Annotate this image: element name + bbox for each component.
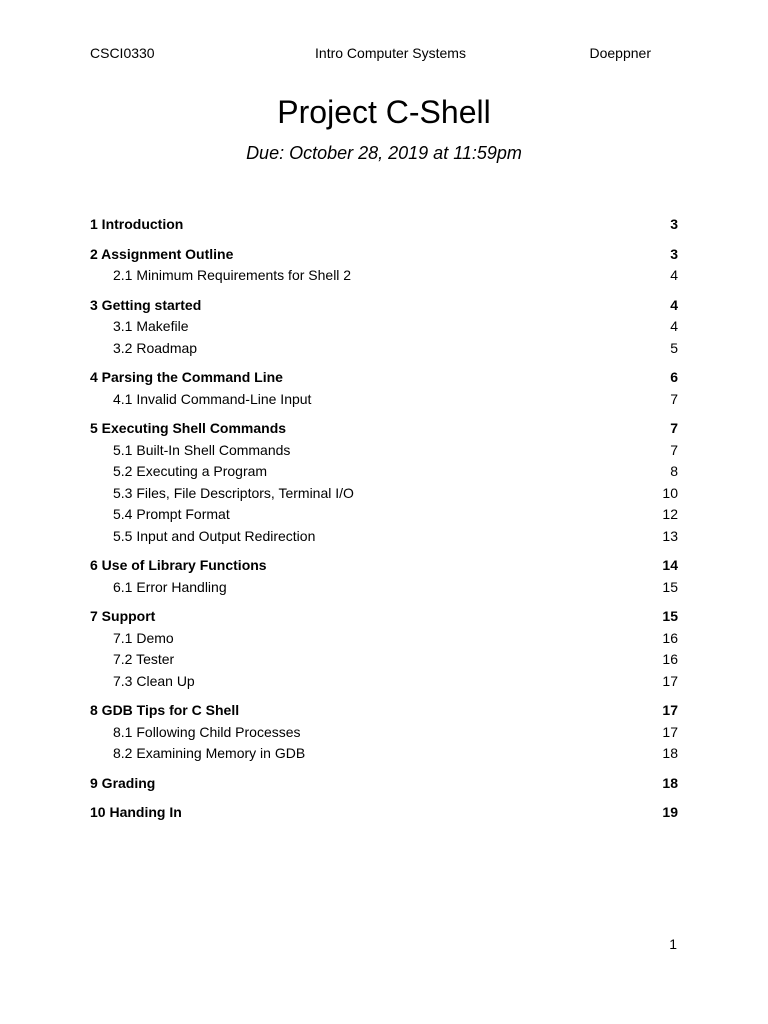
toc-subentry[interactable]: [90, 504, 678, 526]
toc-subentry-page: 7: [670, 441, 678, 458]
toc-subentry-label: 3.1 Makefile: [113, 318, 189, 334]
toc-entry-label: 1 Introduction: [90, 216, 184, 232]
toc-entry-page: 14: [662, 557, 678, 573]
toc-entry-page: 19: [662, 804, 678, 820]
toc-section: [90, 214, 678, 236]
toc-subentry-label: 5.3 Files, File Descriptors, Terminal I/O: [113, 484, 354, 501]
toc-section: [90, 700, 678, 765]
toc-entry-label: 7 Support: [90, 608, 156, 624]
toc-entry[interactable]: [90, 418, 678, 440]
toc-section: [90, 555, 678, 598]
toc-subentry-page: 16: [662, 651, 678, 667]
toc-subentry[interactable]: [90, 316, 678, 338]
toc-subentry[interactable]: [90, 461, 678, 483]
toc-entry-label: 3 Getting started: [90, 296, 202, 313]
toc-entry-label: 8 GDB Tips for C Shell: [90, 702, 240, 718]
toc-subentry[interactable]: [90, 526, 678, 548]
toc-subentry-page: 17: [662, 723, 678, 740]
toc-subentry-label: 6.1 Error Handling: [113, 578, 227, 595]
toc-section: [90, 606, 678, 692]
toc-subentry[interactable]: [90, 671, 678, 693]
toc-subentry[interactable]: [90, 649, 678, 671]
page-header: [0, 45, 768, 65]
toc-subentry-page: 17: [662, 672, 678, 689]
toc-entry-label: 6 Use of Library Functions: [90, 557, 267, 573]
toc-entry-page: 3: [670, 216, 678, 232]
toc-subentry[interactable]: [90, 722, 678, 744]
toc-entry[interactable]: [90, 555, 678, 577]
toc-subentry-page: 5: [670, 339, 678, 356]
toc-section: [90, 418, 678, 547]
toc-subentry-label: 7.3 Clean Up: [113, 672, 195, 689]
toc-entry[interactable]: [90, 606, 678, 628]
page-number: 1: [669, 936, 677, 952]
toc-subentry-label: 2.1 Minimum Requirements for Shell 2: [113, 267, 352, 283]
toc-entry-page: 4: [670, 296, 678, 313]
toc-entry-page: 7: [670, 420, 678, 436]
author-name: Doeppner: [589, 45, 651, 61]
toc-entry[interactable]: [90, 367, 678, 389]
toc-subentry[interactable]: [90, 440, 678, 462]
toc-section: [90, 773, 678, 795]
course-code: CSCI0330: [90, 45, 155, 61]
toc-subentry[interactable]: [90, 483, 678, 505]
toc-entry-label: 9 Grading: [90, 774, 156, 791]
toc-subentry-label: 5.1 Built-In Shell Commands: [113, 441, 291, 458]
toc-subentry[interactable]: [90, 389, 678, 411]
toc-subentry-label: 3.2 Roadmap: [113, 339, 198, 356]
toc-subentry[interactable]: [90, 577, 678, 599]
toc-subentry-label: 5.5 Input and Output Redirection: [113, 527, 316, 544]
toc-entry-label: 4 Parsing the Command Line: [90, 369, 283, 385]
toc-subentry-page: 7: [670, 390, 678, 407]
toc-entry-page: 6: [670, 369, 678, 385]
toc-entry[interactable]: [90, 244, 678, 266]
toc-subentry-page: 10: [662, 484, 678, 501]
toc-subentry-label: 8.1 Following Child Processes: [113, 723, 301, 740]
toc-subentry-label: 8.2 Examining Memory in GDB: [113, 745, 306, 761]
toc-entry-label: 5 Executing Shell Commands: [90, 420, 287, 436]
course-title: Intro Computer Systems: [315, 45, 466, 61]
table-of-contents: [90, 214, 678, 832]
toc-entry[interactable]: [90, 700, 678, 722]
toc-subentry-page: 16: [662, 629, 678, 646]
toc-entry[interactable]: [90, 773, 678, 795]
toc-subentry-page: 13: [662, 527, 678, 544]
toc-subentry[interactable]: [90, 265, 678, 287]
toc-subentry-page: 15: [662, 578, 678, 595]
toc-entry[interactable]: [90, 214, 678, 236]
toc-subentry-page: 4: [670, 318, 678, 334]
toc-subentry-page: 12: [662, 506, 678, 522]
toc-entry-page: 3: [670, 245, 678, 262]
toc-subentry-page: 18: [662, 745, 678, 761]
toc-subentry[interactable]: [90, 743, 678, 765]
toc-entry[interactable]: [90, 802, 678, 824]
toc-entry-page: 15: [662, 608, 678, 624]
toc-section: [90, 295, 678, 360]
toc-entry-label: 10 Handing In: [90, 804, 182, 820]
toc-subentry-page: 8: [670, 463, 678, 479]
due-date: Due: October 28, 2019 at 11:59pm: [246, 143, 522, 163]
toc-entry-page: 17: [662, 702, 678, 718]
toc-subentry-label: 7.1 Demo: [113, 629, 174, 646]
toc-subentry-label: 5.4 Prompt Format: [113, 506, 230, 522]
toc-entry-page: 18: [662, 774, 678, 791]
toc-section: [90, 802, 678, 824]
toc-subentry-label: 7.2 Tester: [113, 651, 175, 667]
toc-entry-label: 2 Assignment Outline: [90, 245, 234, 262]
toc-subentry[interactable]: [90, 338, 678, 360]
toc-entry[interactable]: [90, 295, 678, 317]
toc-subentry-label: 5.2 Executing a Program: [113, 463, 268, 479]
toc-subentry-page: 4: [670, 267, 678, 283]
toc-subentry-label: 4.1 Invalid Command-Line Input: [113, 390, 312, 407]
toc-section: [90, 367, 678, 410]
document-title: Project C-Shell: [277, 94, 491, 130]
toc-subentry[interactable]: [90, 628, 678, 650]
toc-section: [90, 244, 678, 287]
